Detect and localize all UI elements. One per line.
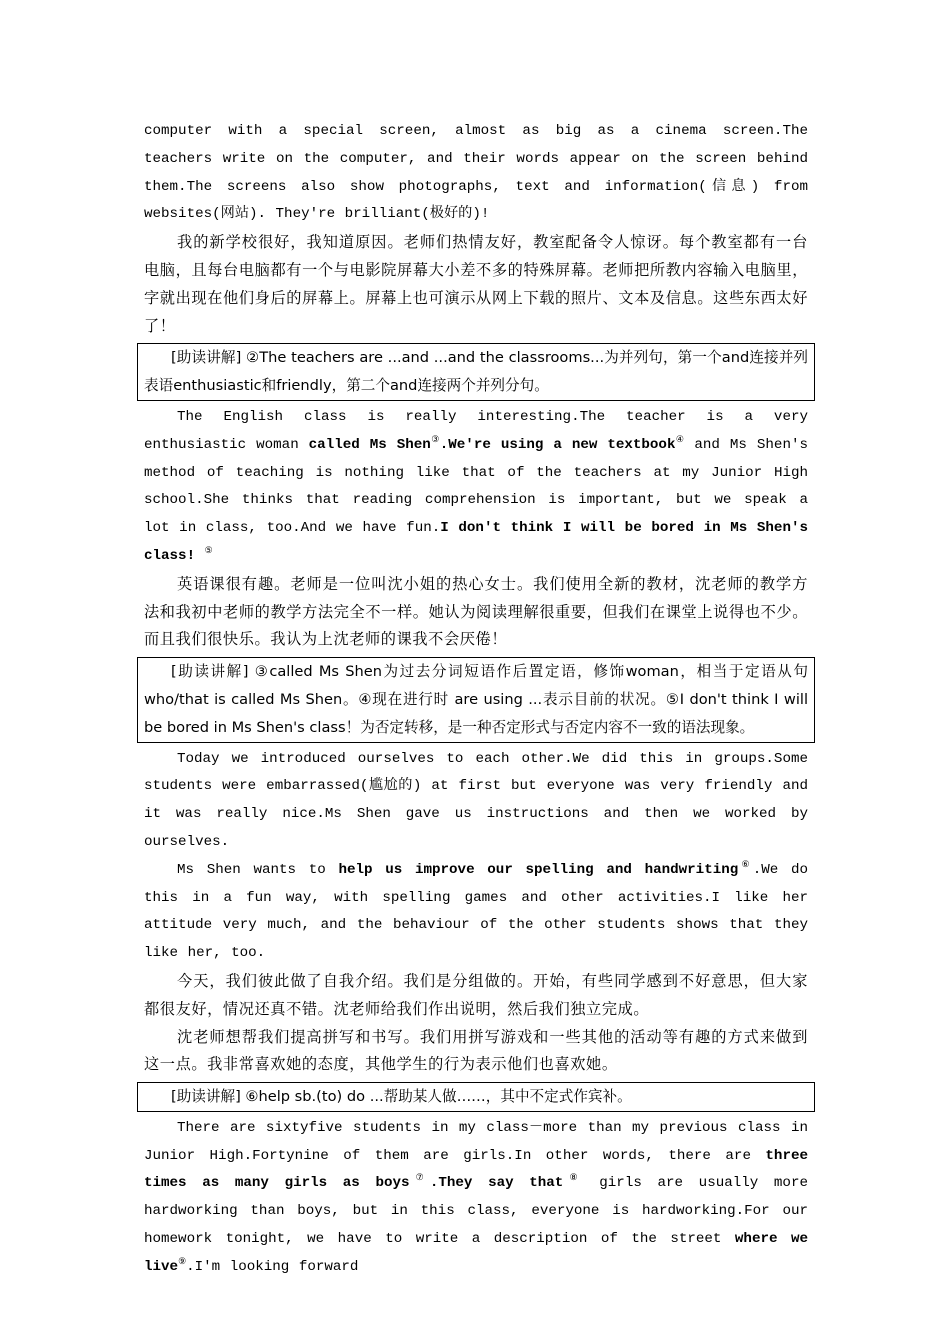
english-paragraph-2 [144,404,808,571]
note-marker: ⑨ [178,1256,187,1267]
english-paragraph-1: computer with a special screen, almost as big as a cinema screen.The teachers write on the computer, and their words appear on the screen behind them.The screens also show photographs, text and information(信息) from websites(网站). They're brilliant(极好的)! [144,123,808,223]
note-marker: ⑥ [738,859,753,870]
key-phrase: three times as many girls as boys [144,1147,808,1192]
text-run: .I'm looking forward [186,1258,359,1275]
chinese-translation-1: 我的新学校很好，我知道原因。老师们热情友好，教室配备令人惊讶。每个教室都有一台电脑，且每台电脑都有一个与电影院屏幕大小差不多的特殊屏幕。老师把所教内容输入电脑里，字就出现在他们身后的屏幕上。屏幕上也可演示从网上下载的照片、文本及信息。这些东西太好了！ [144,233,808,335]
key-phrase: called Ms Shen [308,436,431,453]
english-paragraph-4 [144,857,808,968]
english-paragraph-5 [144,1115,808,1282]
note-label: [助读讲解] [171,1088,241,1106]
note-text: ⑥help sb.(to) do ...帮助某人做……，其中不定式作宾补。 [245,1088,632,1106]
chinese-translation-3: 今天，我们彼此做了自我介绍。我们是分组做的。开始，有些同学感到不好意思，但大家都很友好，情况还真不错。沈老师给我们作出说明，然后我们独立完成。 [144,971,808,1018]
reading-note-box-2 [137,657,815,742]
text-run: The English class is really interesting.The teacher is a very enthusiastic woman [144,408,808,453]
note-label: [助读讲解] [171,663,249,681]
chinese-translation-2: 英语课很有趣。老师是一位叫沈小姐的热心女士。我们使用全新的教材，沈老师的教学方法和我初中老师的教学方法完全不一样。她认为阅读理解很重要，但我们在课堂上说得也不少。而且我们很快乐。我认为上沈老师的课我不会厌倦！ [144,574,808,649]
key-phrase: help us improve our spelling and handwriting [338,861,739,878]
note-text: ②The teachers are ...and ...and the classrooms...为并列句，第一个and连接并列表语enthusiastic和friendly，第二个and连接两个并列分句。 [144,349,809,395]
key-phrase: I don't think I will be bored in Ms Shen's class! [144,520,808,564]
note-marker: ⑤ [204,545,213,556]
note-marker: ③ [430,434,440,445]
note-marker: ⑦ [409,1173,430,1184]
text-run: There are sixtyfive students in my class－more than my previous class in Junior High.Fortynine of them are girls.In other words, there are [144,1119,808,1164]
note-marker: ④ [675,434,685,445]
key-phrase: where we live [144,1231,808,1275]
english-paragraph-3: Today we introduced ourselves to each other.We did this in groups.Some students were embarrassed(尴尬的) at first but everyone was very friendly and it was really nice.Ms Shen gave us instructions and then we worked by ourselves. [144,750,808,850]
reading-note-box-1 [137,343,815,401]
key-phrase: .We're using a new textbook [439,436,676,453]
text-run: and Ms Shen's method of teaching is nothing like that of the teachers at my Junior High school.She thinks that reading comprehension is important, but we speak a lot in class, too.And we have fun. [144,436,808,537]
document-page [144,118,808,1282]
chinese-translation-4: 沈老师想帮我们提高拼写和书写。我们用拼写游戏和一些其他的活动等有趣的方式来做到这一点。我非常喜欢她的态度，其他学生的行为表示他们也喜欢她。 [144,1027,808,1074]
note-marker: ⑧ [563,1173,584,1184]
note-label: [助读讲解] [171,349,242,367]
reading-note-box-3 [137,1082,815,1112]
text-run: Ms Shen wants to [177,861,339,878]
text-run: .We do this in a fun way, with spelling games and other activities.I like her attitude very much, and the behaviour of the other students shows that they like her, too. [144,861,808,962]
key-phrase: .They say that [429,1175,564,1192]
text-run: girls are usually more hardworking than boys, but in this class, everyone is hardworking.For our homework tonight, we have to write a description of the street [144,1175,808,1248]
note-text: ③called Ms Shen为过去分词短语作后置定语，修饰woman，相当于定语从句 who/that is called Ms Shen。④现在进行时 are using ...表示目前的状况。⑤I don't think I will be bored in Ms Shen's class！为否定转移，是一种否定形式与否定内容不一致的语法现象。 [144,663,808,736]
